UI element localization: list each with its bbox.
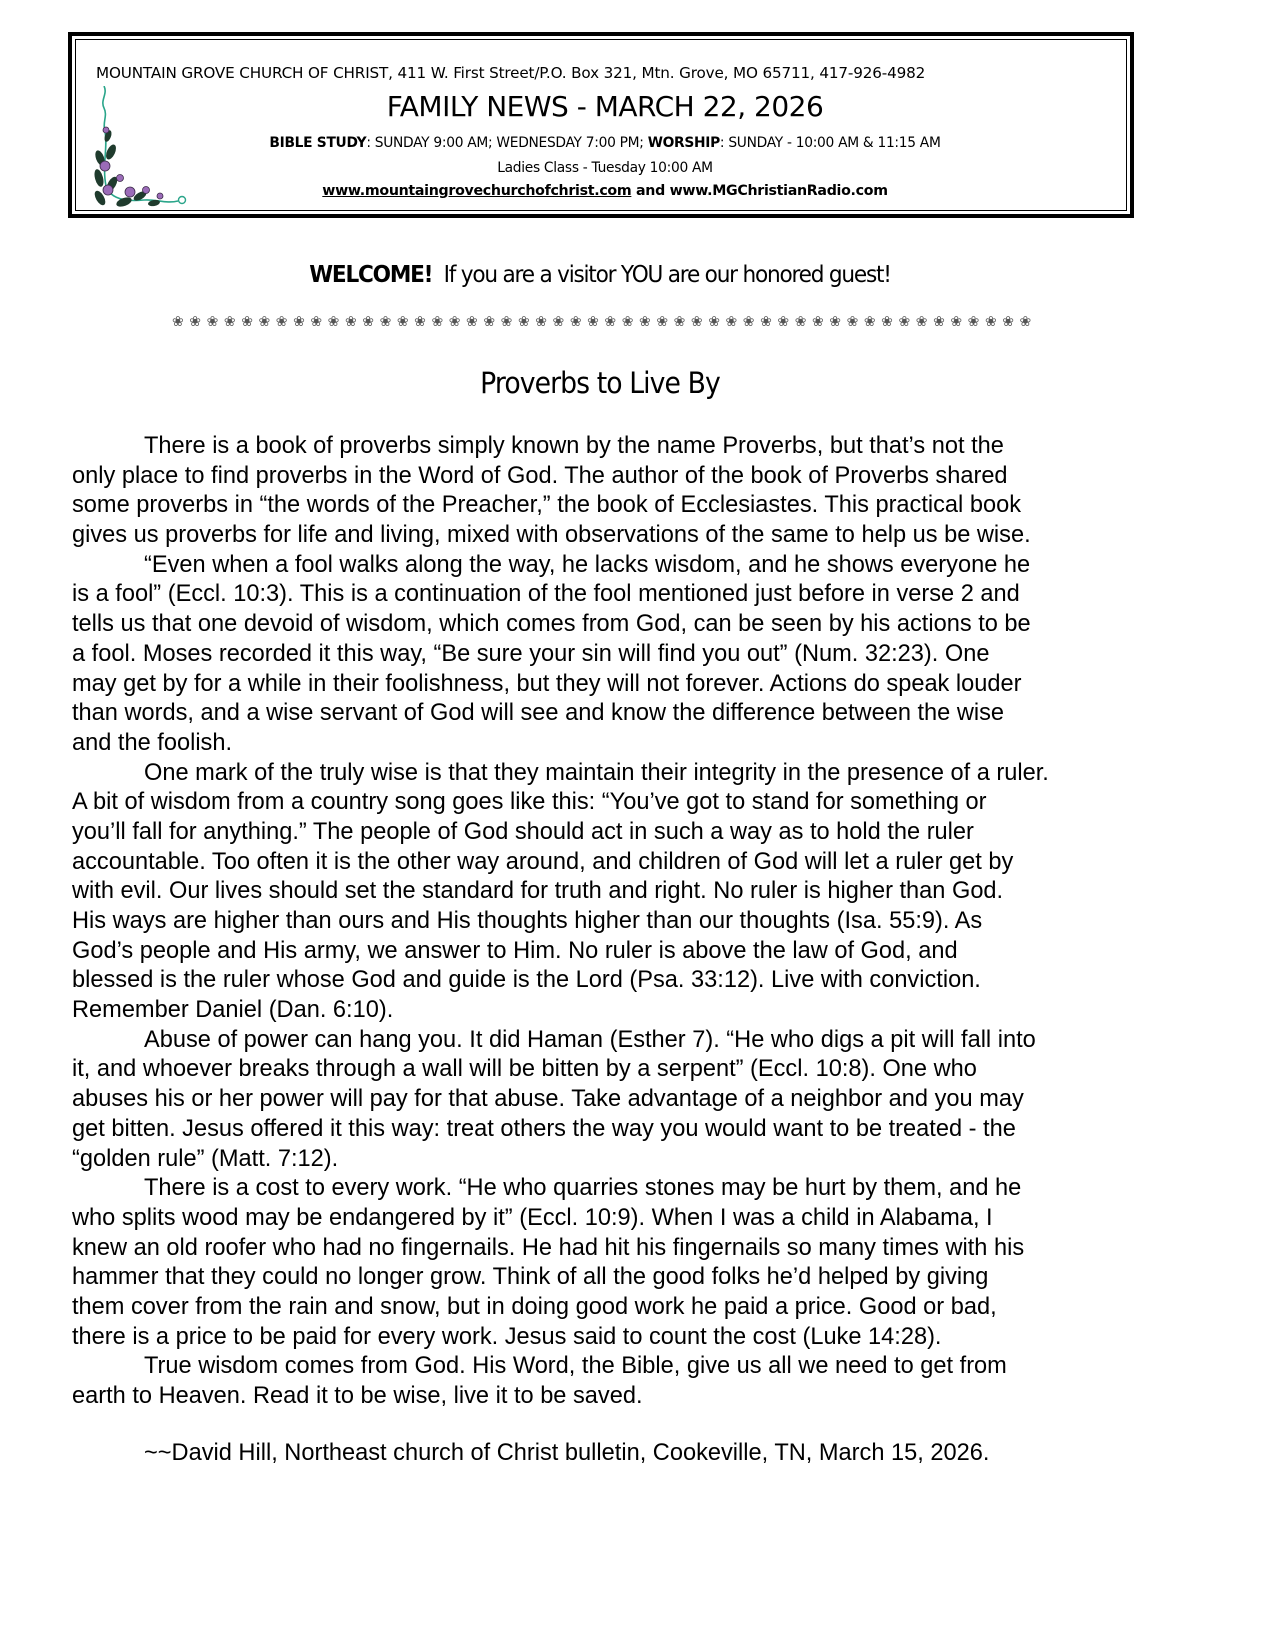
- flower-ornament-icon: ❀: [760, 314, 772, 330]
- paragraph-line: some proverbs in “the words of the Preacher,” the book of Ecclesiastes. This practical book: [72, 492, 1022, 519]
- flower-ornament-icon: ❀: [933, 314, 945, 330]
- flower-ornament-icon: ❀: [310, 314, 323, 330]
- flower-ornament-icon: ❀: [293, 314, 305, 330]
- paragraph-line: get bitten. Jesus offered it this way: treat others the way you would want to be treated - the: [72, 1115, 1016, 1142]
- paragraph-line: knew an old roofer who had no fingernails. He had hit his fingernails so many times with his: [72, 1234, 1025, 1261]
- flower-ornament-icon: ❀: [863, 314, 876, 330]
- flower-ornament-icon: ❀: [881, 314, 893, 330]
- paragraph-line: abuses his or her power will pay for that abuse. Take advantage of a neighbor and you may: [72, 1086, 1024, 1113]
- flower-ornament-icon: ❀: [950, 314, 963, 330]
- paragraph-line: may get by for a while in their foolishness, but they will not forever. Actions do speak louder: [72, 670, 1022, 697]
- paragraph-line: Abuse of power can hang you. It did Haman (Esther 7). “He who digs a pit will fall into: [144, 1026, 1036, 1053]
- worship-times: : SUNDAY - 10:00 AM & 11:15 AM: [719, 135, 941, 151]
- links-connector: and: [631, 183, 670, 199]
- masthead-inner-border: [75, 39, 1127, 211]
- flower-ornament-icon: ❀: [811, 314, 824, 330]
- flower-ornament-icon: ❀: [794, 314, 807, 330]
- paragraph-line: tells us that one devoid of wisdom, which comes from God, can be seen by his actions to be: [72, 611, 1031, 638]
- flower-ornament-icon: ❀: [604, 314, 617, 330]
- flower-ornament-icon: ❀: [189, 314, 202, 330]
- paragraph-line: and the foolish.: [72, 729, 233, 756]
- article-paragraph: [72, 551, 1132, 759]
- article-signature: ~~David Hill, Northeast church of Christ bulletin, Cookeville, TN, March 15, 2026.: [144, 1440, 990, 1466]
- flower-ornament-icon: ❀: [535, 314, 547, 330]
- flower-ornament-icon: ❀: [621, 314, 634, 330]
- article-paragraph: [72, 759, 1132, 1026]
- paragraph-line: is a fool” (Eccl. 10:3). This is a continuation of the fool mentioned just before in verse 2 and: [72, 581, 1020, 608]
- flower-ornament-icon: ❀: [362, 314, 374, 330]
- website-links: [76, 183, 1134, 199]
- welcome-bold: WELCOME!: [309, 262, 433, 288]
- flower-ornament-icon: ❀: [690, 314, 703, 330]
- church-website-link[interactable]: www.mountaingrovechurchofchrist.com: [322, 183, 632, 199]
- radio-website-link[interactable]: www.MGChristianRadio.com: [669, 183, 888, 199]
- masthead-box: [68, 32, 1134, 218]
- paragraph-line: it, and whoever breaks through a wall will be bitten by a serpent” (Eccl. 10:8). One who: [72, 1056, 977, 1083]
- flower-ornament-icon: ❀: [984, 314, 997, 330]
- paragraph-line: One mark of the truly wise is that they maintain their integrity in the presence of a ruler.: [144, 759, 1049, 786]
- flower-ornament-icon: ❀: [396, 314, 409, 330]
- paragraph-line: gives us proverbs for life and living, mixed with observations of the same to help us be wise.: [72, 522, 1031, 549]
- church-address: MOUNTAIN GROVE CHURCH OF CHRIST, 411 W. First Street/P.O. Box 321, Mtn. Grove, MO 65711, 417-926-4982: [96, 64, 926, 82]
- paragraph-line: you’ll fall for anything.” The people of God should act in such a way as to hold the ruler: [72, 818, 974, 845]
- flower-ornament-icon: ❀: [725, 314, 738, 330]
- flower-ornament-icon: ❀: [846, 314, 859, 330]
- flower-ornament-icon: ❀: [517, 314, 530, 330]
- flower-ornament-icon: ❀: [344, 314, 357, 330]
- paragraph-line: blessed is the ruler whose God and guide is the Lord (Psa. 33:12). Live with conviction.: [72, 967, 981, 994]
- flower-ornament-icon: ❀: [915, 314, 928, 330]
- welcome-text: If you are a visitor YOU are our honored guest!: [432, 262, 891, 288]
- flower-ornament-icon: ❀: [898, 314, 911, 330]
- flower-ornament-icon: ❀: [466, 314, 478, 330]
- flower-ornament-icon: ❀: [258, 314, 271, 330]
- worship-label: WORSHIP: [647, 135, 720, 151]
- newsletter-title: FAMILY NEWS - MARCH 22, 2026: [386, 90, 824, 123]
- flower-ornament-icon: ❀: [967, 314, 980, 330]
- ladies-class: Ladies Class - Tuesday 10:00 AM: [497, 160, 713, 176]
- paragraph-line: a fool. Moses recorded it this way, “Be sure your sin will find you out” (Num. 32:23). One: [72, 640, 990, 667]
- paragraph-line: who splits wood may be endangered by it” (Eccl. 10:9). When I was a child in Alabama, I: [72, 1204, 993, 1231]
- article-paragraph: [72, 1174, 1132, 1352]
- article-paragraph: [72, 432, 1132, 551]
- flower-ornament-icon: ❀: [223, 314, 236, 330]
- article-body: [72, 432, 1132, 1412]
- bible-study-times: : SUNDAY 9:00 AM; WEDNESDAY 7:00 PM;: [366, 135, 648, 151]
- flower-ornament-icon: ❀: [241, 314, 253, 330]
- flower-ornament-icon: ❀: [414, 314, 426, 330]
- flower-ornament-icon: ❀: [829, 314, 842, 330]
- flower-ornament-icon: ❀: [172, 314, 184, 330]
- flower-ornament-icon: ❀: [500, 314, 513, 330]
- flower-ornament-icon: ❀: [1002, 314, 1014, 330]
- service-schedule: [76, 135, 1134, 151]
- paragraph-line: there is a price to be paid for every work. Jesus said to count the cost (Luke 14:28).: [72, 1323, 942, 1350]
- flower-ornament-icon: ❀: [275, 314, 288, 330]
- flower-ornament-icon: ❀: [327, 314, 340, 330]
- article-title: Proverbs to Live By: [480, 366, 720, 400]
- paragraph-line: There is a book of proverbs simply known by the name Proverbs, but that’s not the: [144, 433, 1004, 459]
- paragraph-line: There is a cost to every work. “He who quarries stones may be hurt by them, and he: [144, 1175, 1022, 1202]
- paragraph-line: only place to find proverbs in the Word of God. The author of the book of Proverbs shared: [72, 462, 1008, 489]
- flower-ornament-icon: ❀: [639, 314, 651, 330]
- paragraph-line: True wisdom comes from God. His Word, the Bible, give us all we need to get from: [144, 1353, 1007, 1380]
- flower-ornament-icon: ❀: [587, 314, 599, 330]
- flower-ornament-icon: ❀: [552, 314, 565, 330]
- paragraph-line: Remember Daniel (Dan. 6:10).: [72, 997, 394, 1024]
- flower-ornament-icon: ❀: [777, 314, 790, 330]
- article-paragraph: [72, 1026, 1132, 1174]
- article-paragraph: [72, 1352, 1132, 1411]
- flower-ornament-icon: ❀: [1019, 314, 1032, 330]
- flower-ornament-icon: ❀: [673, 314, 686, 330]
- paragraph-line: God’s people and His army, we answer to Him. No ruler is above the law of God, and: [72, 937, 958, 964]
- paragraph-line: His ways are higher than ours and His thoughts higher than our thoughts (Isa. 55:9). As: [72, 908, 983, 934]
- flower-ornament-icon: ❀: [448, 314, 461, 330]
- flower-ornament-icon: ❀: [431, 314, 444, 330]
- flower-ornament-icon: ❀: [206, 314, 219, 330]
- paragraph-line: “Even when a fool walks along the way, he lacks wisdom, and he shows everyone he: [144, 551, 1031, 578]
- flower-ornament-icon: ❀: [379, 314, 392, 330]
- flower-ornament-icon: ❀: [483, 314, 496, 330]
- paragraph-line: than words, and a wise servant of God will see and know the difference between the wise: [72, 700, 1005, 727]
- flower-ornament-icon: ❀: [742, 314, 755, 330]
- bible-study-label: BIBLE STUDY: [269, 135, 367, 151]
- paragraph-line: earth to Heaven. Read it to be wise, live it to be saved.: [72, 1383, 643, 1409]
- paragraph-line: accountable. Too often it is the other way around, and children of God will let a ruler get by: [72, 848, 1014, 875]
- paragraph-line: A bit of wisdom from a country song goes like this: “You’ve got to stand for something or: [72, 789, 987, 816]
- flower-ornament-icon: ❀: [569, 314, 582, 330]
- paragraph-line: hammer that they could no longer grow. Think of all the good folks he’d helped by giving: [72, 1264, 989, 1291]
- flower-ornament-icon: ❀: [656, 314, 669, 330]
- paragraph-line: them cover from the rain and snow, but in doing good work he paid a price. Good or bad,: [72, 1293, 997, 1320]
- ornament-divider: [172, 313, 1032, 331]
- paragraph-line: “golden rule” (Matt. 7:12).: [72, 1145, 339, 1172]
- flower-ornament-icon: ❀: [708, 314, 720, 330]
- welcome-message: [36, 262, 1164, 288]
- paragraph-line: with evil. Our lives should set the standard for truth and right. No ruler is higher than God.: [72, 878, 1004, 905]
